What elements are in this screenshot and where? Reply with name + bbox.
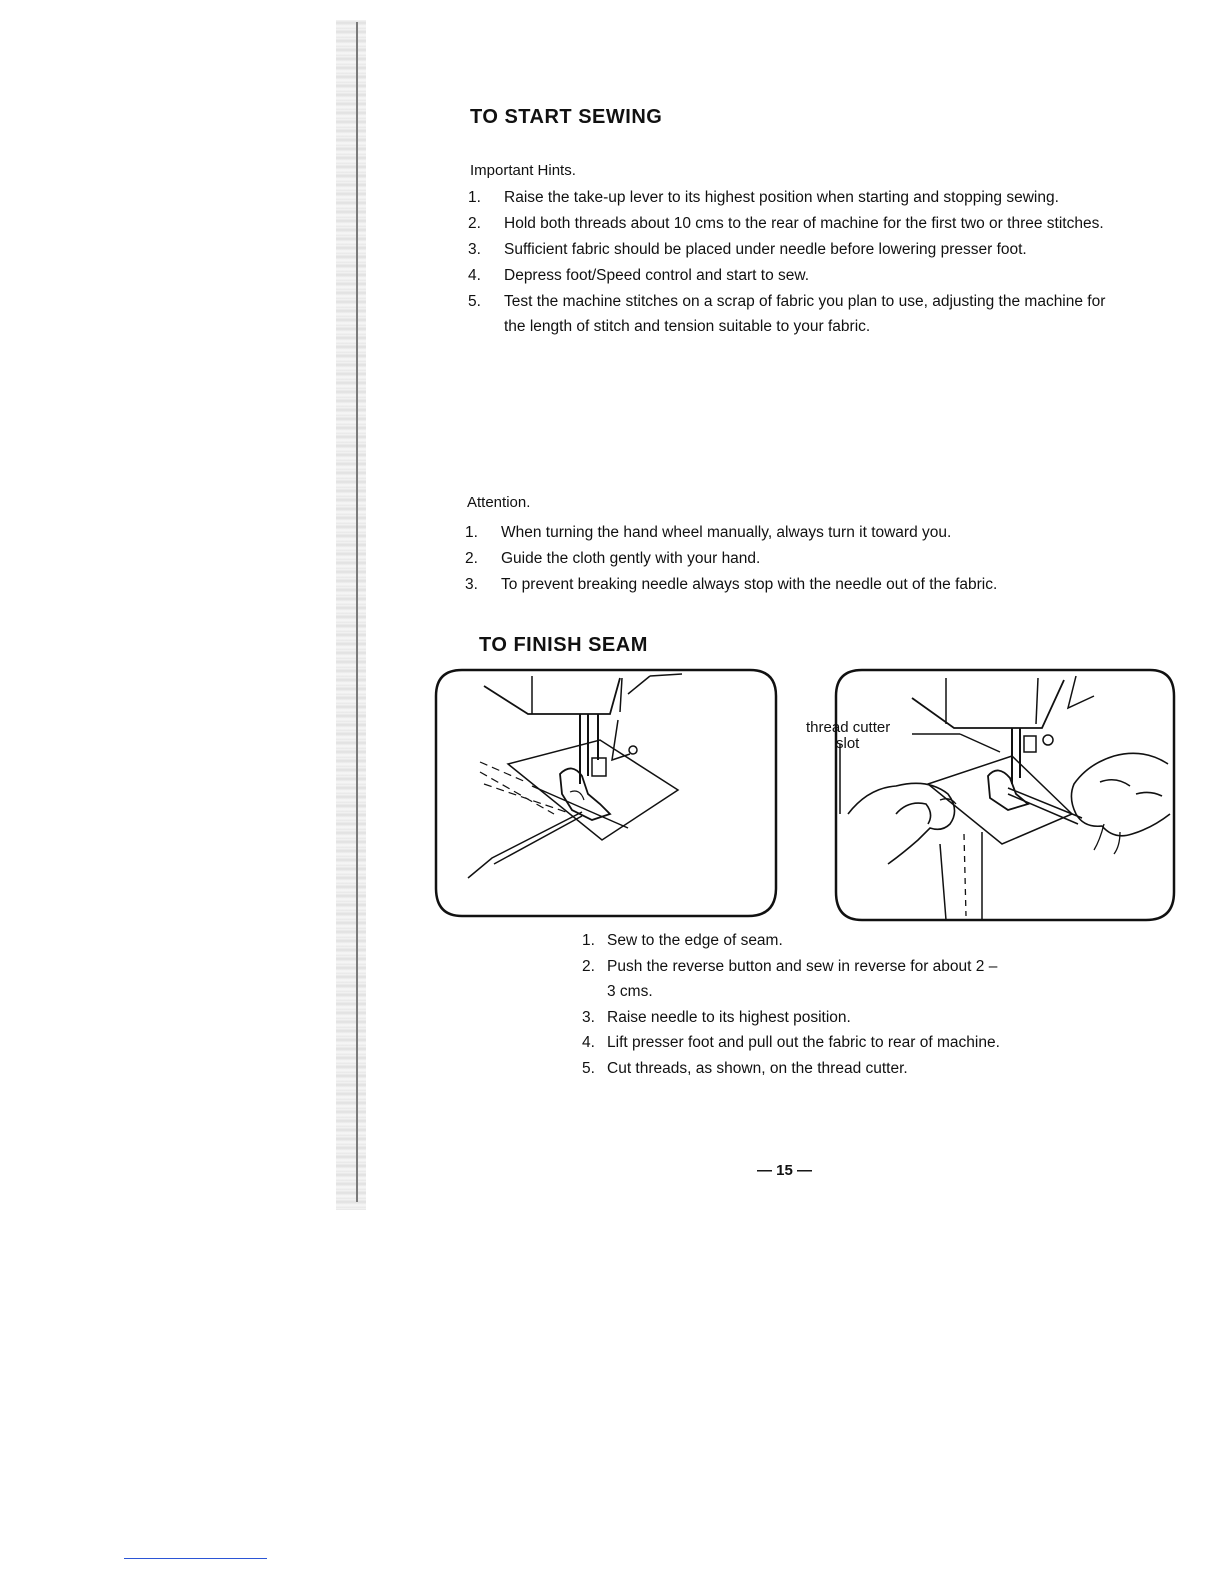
callout-slot: slot xyxy=(836,735,860,752)
attention-label: Attention. xyxy=(467,494,531,511)
list-item: 3. Raise needle to its highest position. xyxy=(582,1008,851,1026)
list-item: 5. Cut threads, as shown, on the thread cutter. xyxy=(582,1059,908,1077)
hints-list xyxy=(468,185,1118,340)
list-item: 3. Sufficient fabric should be placed under needle before lowering presser foot. xyxy=(468,241,1027,258)
footer-rule xyxy=(124,1558,267,1559)
binding-shadow xyxy=(336,20,366,1210)
section-title-start-sewing: TO START SEWING xyxy=(470,106,663,128)
list-item: 2. Hold both threads about 10 cms to the rear of machine for the first two or three stitches. xyxy=(468,215,1104,232)
sewing-edge-illustration xyxy=(432,664,780,922)
attention-list xyxy=(465,520,1115,598)
binding-edge xyxy=(356,22,358,1202)
list-item: 2. Push the reverse button and sew in reverse for about 2 – 3 cms. xyxy=(582,957,998,1000)
section-title-finish-seam: TO FINISH SEAM xyxy=(479,634,648,656)
list-item: 1. Raise the take-up lever to its highest position when starting and stopping sewing. xyxy=(468,189,1059,206)
thread-cutter-illustration xyxy=(806,664,1178,926)
callout-thread-cutter: thread cutter xyxy=(806,719,891,736)
list-item: 5. Test the machine stitches on a scrap of fabric you plan to use, adjusting the machine for the length of stitch and tension suitable to your fabric. xyxy=(468,293,1106,335)
list-item: 4. Depress foot/Speed control and start to sew. xyxy=(468,267,810,284)
list-item: 4. Lift presser foot and pull out the fabric to rear of machine. xyxy=(582,1034,1000,1051)
page-number: — 15 — xyxy=(757,1162,813,1179)
list-item: 3. To prevent breaking needle always stop with the needle out of the fabric. xyxy=(465,576,998,593)
hints-label: Important Hints. xyxy=(470,162,576,179)
finish-seam-steps xyxy=(582,928,1002,1081)
list-item: 1. When turning the hand wheel manually, always turn it toward you. xyxy=(465,524,952,541)
list-item: 1. Sew to the edge of seam. xyxy=(582,932,783,949)
list-item: 2. Guide the cloth gently with your hand. xyxy=(465,550,761,567)
